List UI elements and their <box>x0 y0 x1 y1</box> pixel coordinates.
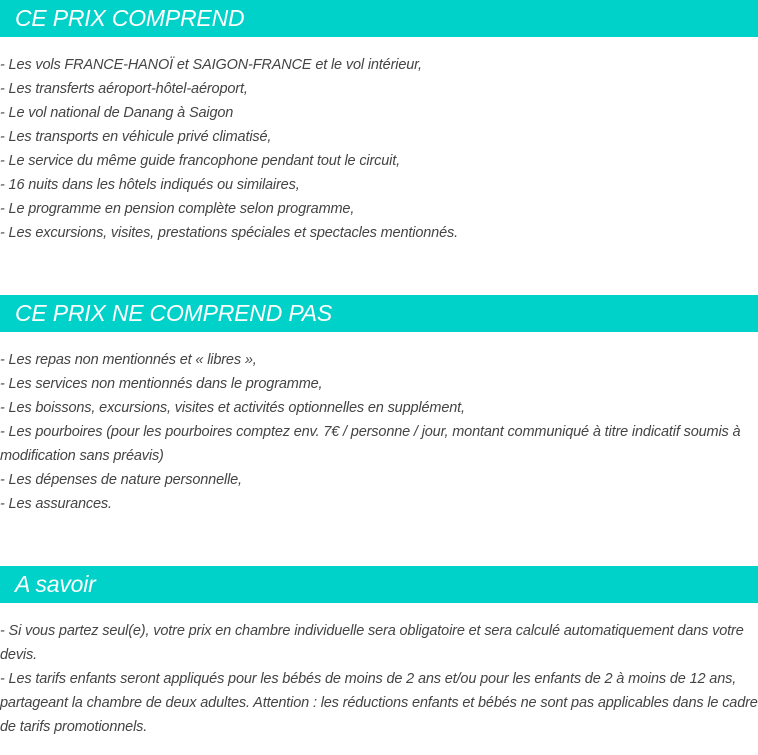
section-excludes <box>0 295 758 516</box>
list-item: - Les transports en véhicule privé climatisé, <box>0 129 272 145</box>
list-item: - Les boissons, excursions, visites et activités optionnelles en supplément, <box>0 400 465 416</box>
list-item: - Si vous partez seul(e), votre prix en chambre individuelle sera obligatoire et sera calculé automatiquement dans votre devis. <box>0 623 744 663</box>
list-item: - Le service du même guide francophone pendant tout le circuit, <box>0 153 401 169</box>
list-item: - Le vol national de Danang à Saigon <box>0 105 234 121</box>
list-item: - Les repas non mentionnés et « libres », <box>0 352 257 368</box>
excludes-list <box>0 332 758 516</box>
list-item: - Les tarifs enfants seront appliqués pour les bébés de moins de 2 ans et/ou pour les enfants de 2 à moins de 12 ans, partageant la chambre de deux adultes. Attention : les réductions enfants et bébés ne sont pas applicables dans le cadre de tarifs promotionnels. <box>0 671 758 735</box>
list-item: - Les dépenses de nature personnelle, <box>0 472 242 488</box>
section-title-includes: CE PRIX COMPREND <box>0 0 758 37</box>
list-item: - Le programme en pension complète selon programme, <box>0 201 355 217</box>
list-item: - Les transferts aéroport-hôtel-aéroport, <box>0 81 248 97</box>
section-title-good-to-know: A savoir <box>0 566 758 603</box>
section-includes <box>0 0 758 245</box>
section-good-to-know <box>0 566 758 739</box>
list-item: - Les pourboires (pour les pourboires comptez env. 7€ / personne / jour, montant communiqué à titre indicatif soumis à modification sans préavis) <box>0 424 741 464</box>
list-item: - Les assurances. <box>0 496 112 512</box>
includes-list <box>0 37 758 245</box>
list-item: - 16 nuits dans les hôtels indiqués ou similaires, <box>0 177 300 193</box>
good-to-know-list <box>0 603 758 739</box>
list-item: - Les vols FRANCE-HANOÏ et SAIGON-FRANCE et le vol intérieur, <box>0 57 422 73</box>
list-item: - Les excursions, visites, prestations spéciales et spectacles mentionnés. <box>0 225 458 241</box>
section-title-excludes: CE PRIX NE COMPREND PAS <box>0 295 758 332</box>
list-item: - Les services non mentionnés dans le programme, <box>0 376 323 392</box>
